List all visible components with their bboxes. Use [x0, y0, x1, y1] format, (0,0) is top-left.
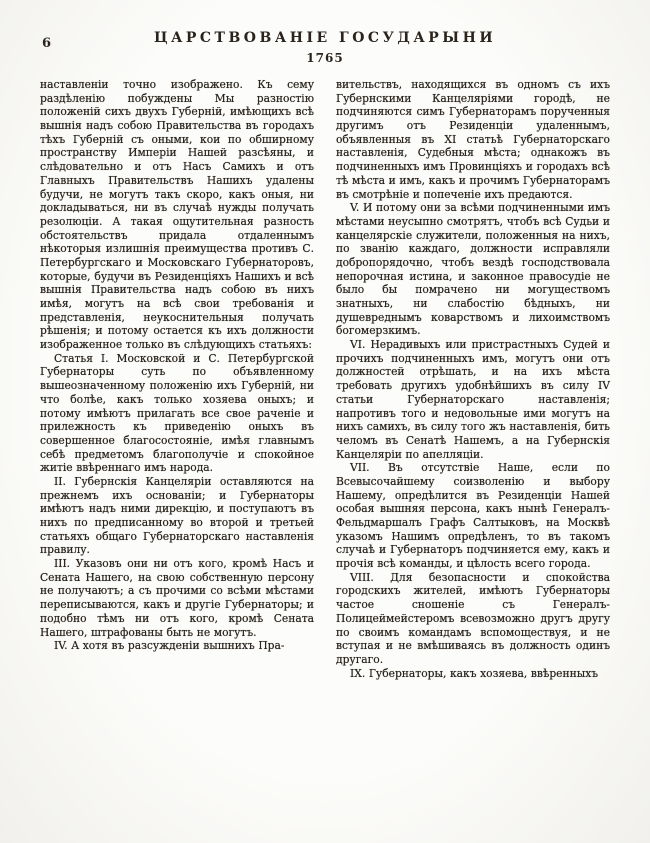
paragraph-article-1: Статья I. Московской и С. Петербургской Губернаторы суть по объявленному вышеозначенному положенію ихъ Губерній, ни что болѣе, какъ только хозяева оныхъ; и потому имѣютъ прилагать все свое раченіе и прилежность къ приведенію оныхъ въ совершенное благосостояніе, имѣя главнымъ себѣ предметомъ благополучіе и спокойное житіе ввѣреннаго имъ народа. — [40, 351, 314, 475]
paragraph-article-4-start: IV. А хотя въ разсужденіи вышнихъ Пра- — [54, 639, 285, 653]
paragraph-article-6: VI. Нерадивыхъ или пристрастныхъ Судей и прочихъ подчиненныхъ имъ, могутъ они отъ должностей отрѣшать, и на ихъ мѣста требовать другихъ удобнѣйшихъ въ силу IV статьи Губернаторскаго наставленія; напротивъ того и недовольные ими могутъ на нихъ самихъ, въ силу того жъ наставленія, бить челомъ въ Сенатѣ Нашемъ, а на Губернскія Канцеляріи по апелляціи. — [336, 338, 610, 461]
paragraph-article-7: VII. Въ отсутствіе Наше, если по Всевысочайшему соизволенію и выбору Нашему, опредѣлится въ Резиденціи Нашей особая вышняя персона, какъ нынѣ Генералъ-Фельдмаршалъ Графъ Салтыковъ, на Москвѣ указомъ Нашимъ опредѣленъ, то въ такомъ случаѣ и Губернаторъ подчиняется ему, какъ и прочія всѣ команды, и цѣлость всего города. — [336, 461, 610, 571]
paragraph-article-8: VIII. Для безопасности и спокойства городскихъ жителей, имѣютъ Губернаторы частое сношеніе съ Генералъ-Полицеймейстеромъ всевозможно другъ другу по своимъ командамъ вспомоществуя, и не вступая и не вмѣшиваясь въ должность одинъ другаго. — [336, 570, 610, 666]
paragraph-article-2: II. Губернскія Канцеляріи оставляются на прежнемъ ихъ основаніи; и Губернаторы имѣютъ надъ ними дирекцію, и поступаютъ въ нихъ по предписанному во второй и третьей статьяхъ общаго Губернаторскаго наставленія правилу. — [40, 474, 314, 557]
paragraph-article-4-continuation: вительствъ, находящихся въ одномъ съ ихъ Губернскими Канцеляріями городѣ, не подчиняются симъ Губернаторамъ порученныя другимъ отъ Резиденціи удаленнымъ, объявленныя въ XI статьѣ Губернаторскаго наставленія, Судебныя мѣста; однакожъ въ подчиненныхъ имъ Провинціяхъ и городахъ всѣ тѣ мѣста и имъ, какъ и прочимъ Губернаторамъ въ смотрѣніе и попеченіе ихъ предаются. — [336, 78, 610, 201]
text-columns — [40, 78, 610, 680]
left-column — [40, 78, 314, 680]
page-header — [40, 30, 610, 65]
page-number: 6 — [42, 36, 52, 51]
running-year: 1765 — [306, 51, 344, 65]
paragraph-article-3: III. Указовъ они ни отъ кого, кромѣ Насъ и Сената Нашего, на свою собственную персону не получаютъ; а съ прочими со всѣми мѣстами переписываются, какъ и другіе Губернаторы; и подобно тѣмъ ни отъ кого, кромѣ Сената Нашего, штрафованы быть не могутъ. — [40, 557, 314, 639]
paragraph-article-9-start: IX. Губернаторы, какъ хозяева, ввѣренныхъ — [350, 666, 599, 680]
paragraph-continuation: наставленіи точно изображено. Къ сему раздѣленію побуждены Мы разностію положеній сихъ двухъ Губерній, имѣющихъ всѣ вышнія надъ собою Правительства въ городахъ тѣхъ Губерній съ оными, кои по обширному пространству Имперіи Нашей разсѣяны, и слѣдовательно и отъ Насъ Самихъ и отъ Главныхъ Правительствъ Нашихъ удалены будучи, не могутъ такъ скоро, какъ оныя, ни докладываться, ни въ случаѣ нужды получать резолюціи. А такая ощутительная разность обстоятельствъ придала отдаленнымъ нѣкоторыя излишнія преимущества противъ С. Петербургскаго и Московскаго Губернаторовъ, которые, будучи въ Резиденціяхъ Нашихъ и всѣ вышнія Правительства надъ собою въ нихъ имѣя, могутъ на всѣ свои требованія и представленія, неукоснительныя получать рѣшенія; и потому остается къ ихъ должности изображенное только въ слѣдующихъ статьяхъ: — [40, 78, 314, 352]
right-column — [336, 78, 610, 680]
running-title: ЦАРСТВОВАНІЕ ГОСУДАРЫНИ — [153, 30, 497, 46]
paragraph-article-5: V. И потому они за всѣми подчиненными имъ мѣстами неусыпно смотрятъ, чтобъ всѣ Судьи и канцелярскіе служители, положенныя на нихъ, по званію каждаго, должности исправляли добропорядочно, чтобъ вездѣ господствовала непорочная истина, и законное правосудіе не было бы помрачено ни могуществомъ знатныхъ, ни слабостію бѣдныхъ, ни душевреднымъ коварствомъ и лихоимствомъ богомерзкимъ. — [336, 201, 610, 338]
